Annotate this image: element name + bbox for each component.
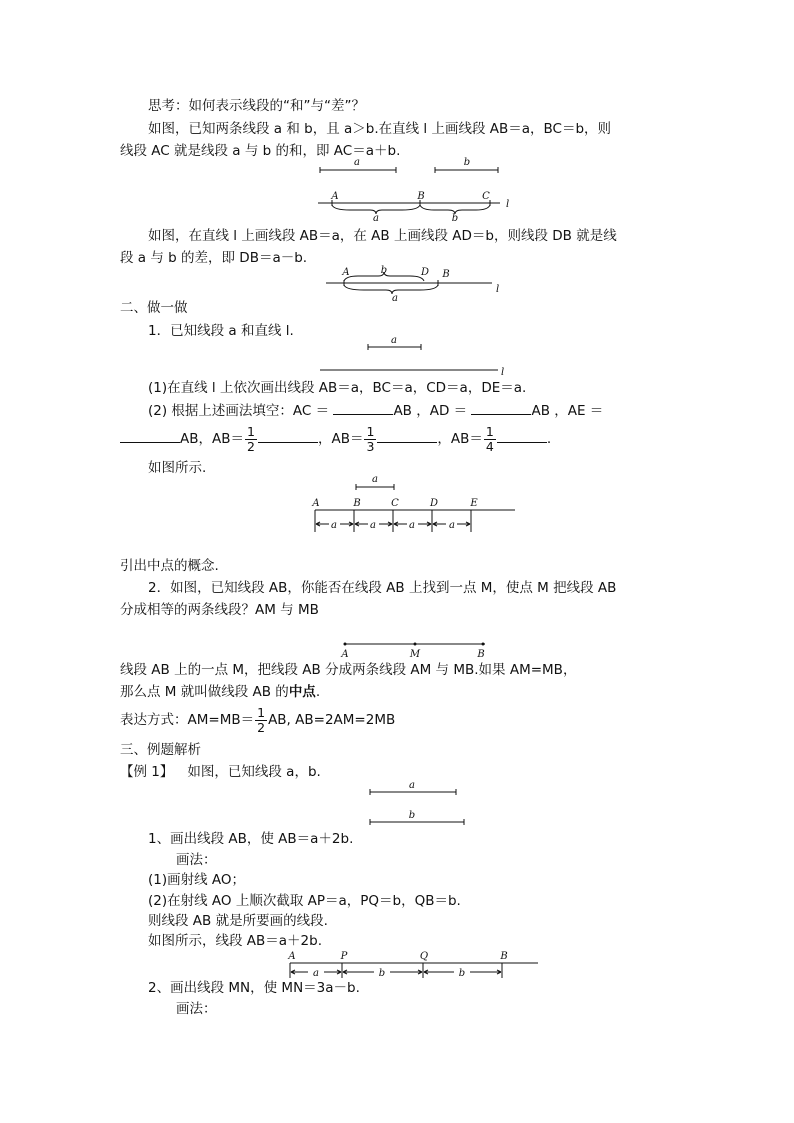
q1-text: 1．已知线段 a 和直线 l. xyxy=(148,323,294,339)
fraction-quarter xyxy=(484,425,496,454)
diff-brace-b xyxy=(344,272,424,281)
diff-brace-a xyxy=(344,285,438,294)
blank-half[interactable] xyxy=(258,428,318,443)
frac-quarter-den: 4 xyxy=(485,438,494,454)
expr-fraction-half xyxy=(255,706,267,735)
midpoint-term: 中点 xyxy=(288,684,316,700)
fraction-third xyxy=(364,425,376,454)
fraction-half xyxy=(245,425,257,454)
method-label-2: 画法： xyxy=(176,1001,217,1017)
sum-label-b: b xyxy=(463,157,471,168)
apqb-A: A xyxy=(288,951,296,962)
step3-text-3: ，AB＝ xyxy=(437,431,483,447)
q1-step2 xyxy=(148,400,603,421)
step3-text-1: AB，AB＝ xyxy=(180,431,244,447)
example-text: 如图，已知线段 a，b. xyxy=(187,764,321,780)
sum-line-l: l xyxy=(506,199,510,210)
q2-text-1: 2．如图，已知线段 AB，你能否在线段 AB 上找到一点 M，使点 M 把线段 AB xyxy=(148,580,617,596)
pts-A: A xyxy=(312,498,320,509)
example-label: 【例 1】 xyxy=(120,764,174,780)
ex-label-b: b xyxy=(408,810,416,821)
pts-E: E xyxy=(470,498,478,509)
q1-figure xyxy=(315,333,515,378)
diff-text-1: 如图，在直线 l 上画线段 AB＝a，在 AB 上画线段 AD＝b，则线段 DB 就是线 xyxy=(148,228,617,244)
frac-half-den: 2 xyxy=(247,438,255,454)
frac-third-num: 1 xyxy=(366,423,375,439)
expr-text-2: AB, AB=2AM=2MB xyxy=(268,712,396,728)
dim-arrow-2 xyxy=(355,520,392,531)
step-ray: (1)画射线 AO； xyxy=(148,872,246,888)
sum-point-C: C xyxy=(482,191,490,202)
diff-figure xyxy=(320,262,510,304)
diff-brace-label-a: a xyxy=(392,293,398,304)
blank-quarter[interactable] xyxy=(497,428,547,443)
diff-line-l: l xyxy=(496,284,500,295)
points-figure xyxy=(305,470,520,535)
q1-line-l: l xyxy=(501,367,505,378)
dim-label-4: a xyxy=(449,520,455,531)
apqb-dim-label-b2: b xyxy=(458,968,466,979)
dim-arrow-4 xyxy=(433,520,470,531)
mid-M: M xyxy=(409,649,421,660)
midpoint-figure xyxy=(335,636,495,660)
step3-text-2: ，AB＝ xyxy=(317,431,364,447)
frac-third-den: 3 xyxy=(366,438,375,454)
dim-arrow-1 xyxy=(316,520,353,531)
sum-point-B: B xyxy=(417,191,425,202)
dim-arrow-3 xyxy=(394,520,431,531)
sum-label-a: a xyxy=(354,157,360,168)
example-figure xyxy=(360,778,470,828)
pts-label-a: a xyxy=(372,474,378,485)
ex-label-a: a xyxy=(409,780,415,791)
step2-text-ac: (2) 根据上述画法填空：AC ＝ xyxy=(148,403,330,419)
blank-third[interactable] xyxy=(377,428,437,443)
pts-C: C xyxy=(391,498,399,509)
apqb-dim-label-b1: b xyxy=(378,968,386,979)
apqb-dim-label-a: a xyxy=(313,968,319,979)
midpoint-expression xyxy=(120,703,395,737)
sum-brace-label-a: a xyxy=(373,213,379,224)
expr-frac-den: 2 xyxy=(257,719,266,735)
blank-ae[interactable] xyxy=(120,428,180,443)
dim-label-2: a xyxy=(370,520,376,531)
frac-half-num: 1 xyxy=(247,423,255,439)
step3-end: . xyxy=(546,431,552,447)
midpoint-def-2 xyxy=(120,682,320,702)
apqb-figure xyxy=(280,946,545,980)
blank-ac[interactable] xyxy=(333,400,393,415)
midpoint-intro: 引出中点的概念. xyxy=(120,558,219,574)
problem-2: 2、画出线段 MN，使 MN＝3a－b. xyxy=(148,980,360,996)
section2-heading: 二、做一做 xyxy=(120,300,188,316)
q1-step1: (1)在直线 l 上依次画出线段 AB＝a，BC＝a，CD＝a，DE＝a. xyxy=(148,380,527,396)
diff-point-D: D xyxy=(420,267,430,278)
as-shown-1: 如图所示. xyxy=(148,460,207,476)
mid-B: B xyxy=(477,649,485,660)
method-label-1: 画法： xyxy=(176,852,217,868)
step2-text-ad: AB ，AD ＝ xyxy=(393,403,468,419)
apqb-P: P xyxy=(340,951,348,962)
section3-heading: 三、例题解析 xyxy=(120,742,201,758)
apqb-Q: Q xyxy=(419,951,429,962)
step-shown: 如图所示，线段 AB＝a＋2b. xyxy=(148,933,323,949)
think-title: 思考：如何表示线段的“和”与“差”？ xyxy=(148,98,365,114)
sum-text-1: 如图，已知两条线段 a 和 b，且 a＞b.在直线 l 上画线段 AB＝a，BC＝b，则 xyxy=(148,121,612,137)
diff-label-b: b xyxy=(380,265,388,276)
diff-point-A: A xyxy=(342,267,350,278)
frac-quarter-num: 1 xyxy=(485,423,494,439)
apqb-B: B xyxy=(500,951,508,962)
sum-text-2: 线段 AC 就是线段 a 与 b 的和，即 AC＝a＋b. xyxy=(120,143,401,159)
sum-figure xyxy=(310,155,520,225)
problem-1: 1、画出线段 AB，使 AB＝a＋2b. xyxy=(148,831,354,847)
dim-label-1: a xyxy=(331,520,337,531)
expr-text-1: 表达方式：AM=MB＝ xyxy=(120,712,255,728)
blank-ad[interactable] xyxy=(471,400,531,415)
apqb-dim-b2 xyxy=(424,968,501,979)
mid-A: A xyxy=(341,649,349,660)
pts-B: B xyxy=(353,498,361,509)
sum-brace-label-b: b xyxy=(451,213,459,224)
pts-D: D xyxy=(429,498,439,509)
example-1 xyxy=(120,762,321,782)
sum-point-A: A xyxy=(331,191,339,202)
midpoint-def-1: 线段 AB 上的一点 M，把线段 AB 分成两条线段 AM 与 MB.如果 AM=MB， xyxy=(120,662,577,678)
diff-point-B: B xyxy=(442,269,450,280)
step-cut: (2)在射线 AO 上顺次截取 AP＝a，PQ＝b，QB＝b. xyxy=(148,893,461,909)
diff-text-2: 段 a 与 b 的差，即 DB＝a－b. xyxy=(120,250,308,266)
q1-step3 xyxy=(120,422,551,456)
dim-label-3: a xyxy=(409,520,415,531)
q1-label-a: a xyxy=(391,335,397,346)
def-2-text: 那么点 M 就叫做线段 AB 的 xyxy=(120,684,289,700)
def-2-end: . xyxy=(315,684,321,700)
step2-text-ae: AB ，AE ＝ xyxy=(531,403,604,419)
q2-text-2: 分成相等的两条线段？AM 与 MB xyxy=(120,602,319,618)
expr-frac-num: 1 xyxy=(257,704,266,720)
step-result: 则线段 AB 就是所要画的线段. xyxy=(148,913,328,929)
